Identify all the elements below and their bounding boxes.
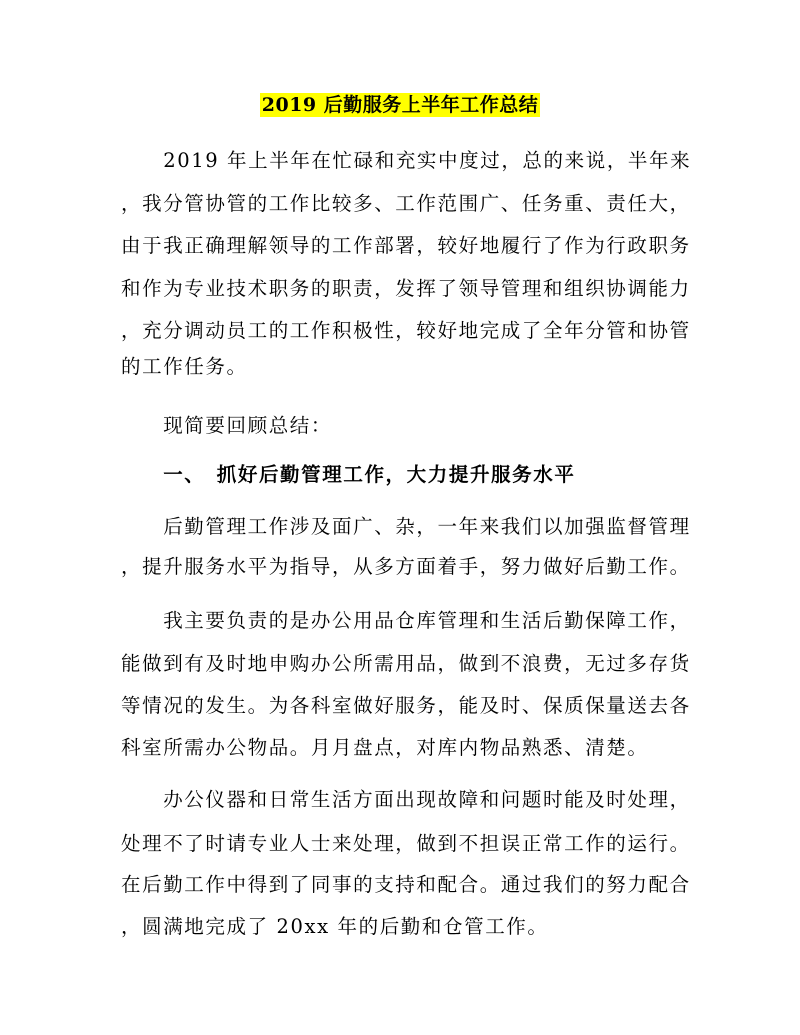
paragraph-line: ，充分调动员工的工作积极性，较好地完成了全年分管和协管 — [121, 319, 691, 342]
paragraph-line: ，提升服务水平为指导，从多方面着手，努力做好后勤工作。 — [121, 555, 691, 578]
section-heading: 一、 抓好后勤管理工作，大力提升服务水平 — [121, 463, 576, 486]
paragraph-line: 后勤管理工作涉及面广、杂，一年来我们以加强监督管理 — [121, 515, 691, 538]
paragraph-line: 办公仪器和日常生活方面出现故障和问题时能及时处理， — [121, 788, 691, 811]
paragraph-line: 和作为专业技术职务的职责，发挥了领导管理和组织协调能力 — [121, 277, 691, 300]
paragraph-line: 由于我正确理解领导的工作部署，较好地履行了作为行政职务 — [121, 234, 691, 257]
paragraph-line: ，我分管协管的工作比较多、工作范围广、任务重、责任大， — [121, 192, 691, 215]
title-container — [0, 93, 800, 117]
paragraph-line: 等情况的发生。为各科室做好服务，能及时、保质保量送去各 — [121, 694, 691, 717]
paragraph-line: 2019 年上半年在忙碌和充实中度过，总的来说，半年来 — [121, 149, 692, 172]
paragraph-line: 现简要回顾总结： — [121, 414, 333, 437]
document-title: 2019 后勤服务上半年工作总结 — [261, 94, 539, 116]
paragraph-line: 能做到有及时地申购办公所需用品，做到不浪费，无过多存货 — [121, 652, 691, 675]
paragraph-line: 在后勤工作中得到了同事的支持和配合。通过我们的努力配合 — [121, 873, 691, 896]
paragraph-line: 我主要负责的是办公用品仓库管理和生活后勤保障工作， — [121, 609, 691, 632]
paragraph-line: ，圆满地完成了 20xx 年的后勤和仓管工作。 — [121, 915, 549, 938]
paragraph-line: 处理不了时请专业人士来处理，做到不担误正常工作的运行。 — [121, 832, 691, 855]
paragraph-line: 科室所需办公物品。月月盘点，对库内物品熟悉、清楚。 — [121, 736, 649, 759]
paragraph-line: 的工作任务。 — [121, 355, 248, 378]
